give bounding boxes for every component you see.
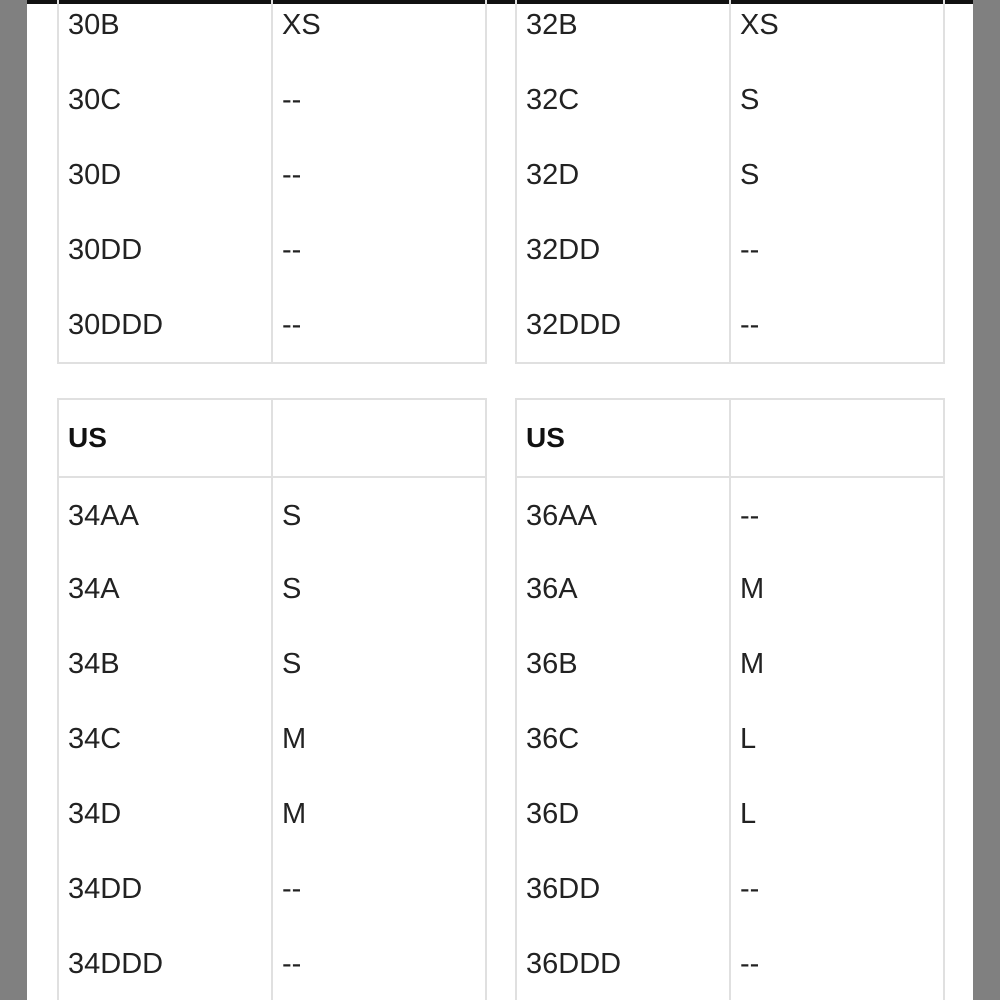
table-row — [516, 213, 944, 288]
band-size-cell: 36DD — [516, 852, 730, 927]
table-row — [516, 777, 944, 852]
table-row — [516, 927, 944, 1000]
clothing-size-cell: S — [730, 63, 944, 138]
table-row — [58, 552, 486, 627]
band-size-cell: 32DD — [516, 213, 730, 288]
region-header: US — [58, 399, 272, 477]
size-header — [730, 399, 944, 477]
right-margin — [973, 0, 1000, 1000]
band-size-cell: 34B — [58, 627, 272, 702]
region-header: US — [516, 399, 730, 477]
band-size-cell: 36C — [516, 702, 730, 777]
band-size-cell: 36AA — [516, 477, 730, 552]
size-table-30 — [57, 0, 487, 364]
clothing-size-cell: L — [730, 777, 944, 852]
clothing-size-cell: M — [730, 552, 944, 627]
band-size-cell: 34C — [58, 702, 272, 777]
clothing-size-cell: M — [730, 627, 944, 702]
clothing-size-cell: XS — [272, 0, 486, 63]
clothing-size-cell: -- — [272, 213, 486, 288]
clothing-size-cell: -- — [272, 927, 486, 1000]
band-size-cell: 32D — [516, 138, 730, 213]
band-size-cell: 34AA — [58, 477, 272, 552]
table-row — [516, 477, 944, 552]
clothing-size-cell: M — [272, 777, 486, 852]
clothing-size-cell: -- — [272, 138, 486, 213]
clothing-size-cell: -- — [730, 288, 944, 363]
table-row — [516, 63, 944, 138]
clothing-size-cell: XS — [730, 0, 944, 63]
band-size-cell: 36B — [516, 627, 730, 702]
table-row — [58, 927, 486, 1000]
table-row — [58, 288, 486, 363]
band-size-cell: 36DDD — [516, 927, 730, 1000]
band-size-cell: 30B — [58, 0, 272, 63]
table-row — [516, 288, 944, 363]
table-row — [58, 138, 486, 213]
table-row — [58, 63, 486, 138]
band-size-cell: 36D — [516, 777, 730, 852]
size-chart-page — [27, 4, 973, 1000]
band-size-cell: 34DD — [58, 852, 272, 927]
table-header-row — [516, 399, 944, 477]
band-size-cell: 30D — [58, 138, 272, 213]
clothing-size-cell: -- — [272, 288, 486, 363]
clothing-size-cell: -- — [730, 213, 944, 288]
size-table-36 — [515, 398, 945, 1000]
clothing-size-cell: -- — [730, 852, 944, 927]
size-header — [272, 399, 486, 477]
band-size-cell: 32C — [516, 63, 730, 138]
size-table-32 — [515, 0, 945, 364]
table-row — [58, 777, 486, 852]
clothing-size-cell: -- — [730, 927, 944, 1000]
clothing-size-cell: -- — [272, 63, 486, 138]
table-row — [516, 138, 944, 213]
table-row — [516, 852, 944, 927]
band-size-cell: 30C — [58, 63, 272, 138]
clothing-size-cell: -- — [272, 852, 486, 927]
clothing-size-cell: S — [272, 477, 486, 552]
size-table-34 — [57, 398, 487, 1000]
band-size-cell: 30DD — [58, 213, 272, 288]
band-size-cell: 36A — [516, 552, 730, 627]
clothing-size-cell: S — [730, 138, 944, 213]
clothing-size-cell: L — [730, 702, 944, 777]
left-margin — [0, 0, 27, 1000]
band-size-cell: 32B — [516, 0, 730, 63]
table-row — [516, 552, 944, 627]
table-row — [58, 213, 486, 288]
table-header-row — [58, 399, 486, 477]
table-row — [58, 852, 486, 927]
table-row — [58, 477, 486, 552]
band-size-cell: 34DDD — [58, 927, 272, 1000]
clothing-size-cell: S — [272, 627, 486, 702]
band-size-cell: 34D — [58, 777, 272, 852]
band-size-cell: 30DDD — [58, 288, 272, 363]
table-row — [516, 0, 944, 63]
band-size-cell: 32DDD — [516, 288, 730, 363]
band-size-cell: 34A — [58, 552, 272, 627]
clothing-size-cell: S — [272, 552, 486, 627]
table-row — [58, 627, 486, 702]
table-row — [58, 702, 486, 777]
table-row — [516, 627, 944, 702]
clothing-size-cell: -- — [730, 477, 944, 552]
table-row — [58, 0, 486, 63]
table-row — [516, 702, 944, 777]
clothing-size-cell: M — [272, 702, 486, 777]
